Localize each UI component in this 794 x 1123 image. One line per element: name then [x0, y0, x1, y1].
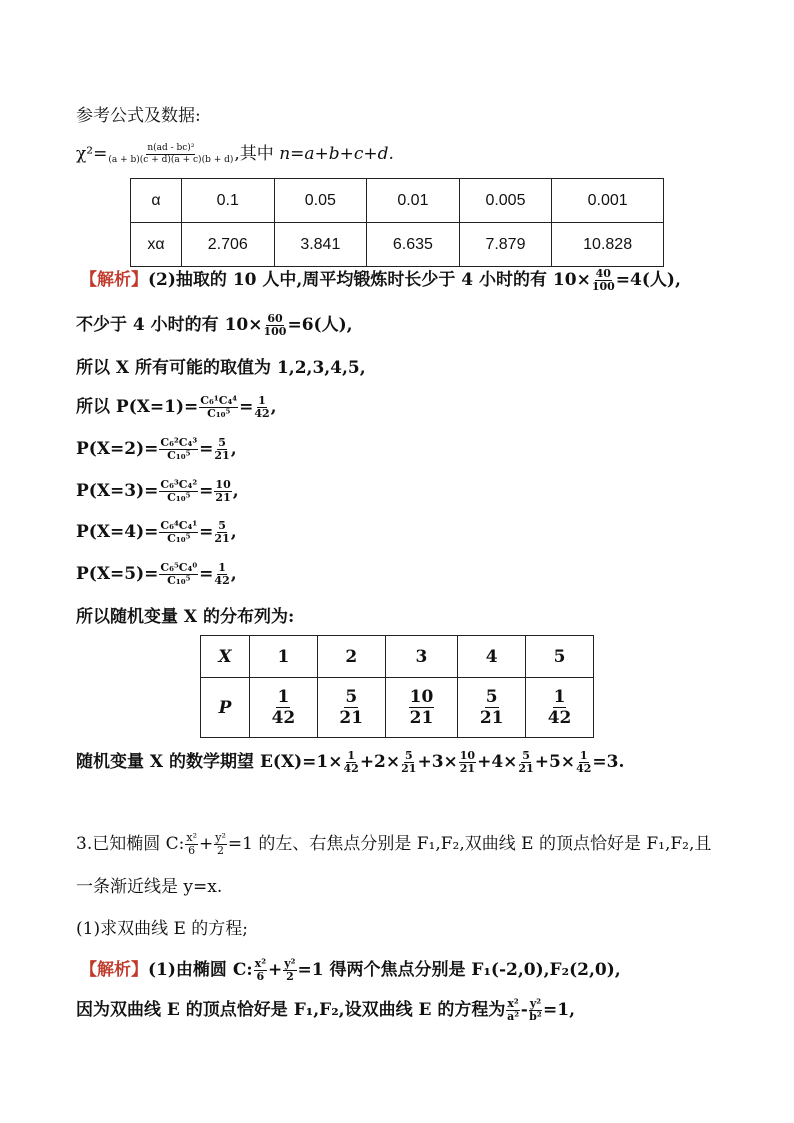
- solution-text: P(X=3)=: [76, 481, 159, 501]
- denominator: 21: [409, 708, 434, 728]
- ref-title: 参考公式及数据:: [76, 106, 201, 126]
- formula-denominator: (a + b)(c + d)(a + c)(b + d): [108, 155, 234, 165]
- numerator: C₆⁴C₄¹: [160, 519, 198, 532]
- denominator: 21: [214, 449, 230, 462]
- table-cell: 2: [317, 636, 385, 678]
- solution2-line-1: [80, 958, 621, 983]
- fraction: [214, 437, 229, 462]
- table-cell: 0.1: [182, 179, 275, 223]
- probability-line-1: 所以 P(X=1)= $\frac{\text{C₆¹C₄⁴}}{\text{C₁₀⁵}}$ = $\frac{1}{42}$ ,: [76, 394, 277, 420]
- table-cell: [201, 636, 250, 678]
- expectation-line: [76, 750, 624, 775]
- numerator: y²: [284, 957, 296, 970]
- table-cell: 5: [526, 636, 594, 678]
- numerator: 10: [215, 478, 231, 491]
- denominator: 2: [286, 970, 294, 983]
- critical-value-table: [130, 178, 664, 267]
- formula-lhs: χ²=: [76, 144, 108, 164]
- question-3-line-2: 一条渐近线是 y=x.: [76, 877, 223, 897]
- solution-text: 不少于 4 小时的有 10×: [76, 315, 263, 335]
- denominator: 21: [401, 762, 417, 775]
- solution-text: (2)抽取的 10 人中,周平均锻炼时长少于 4 小时的有 10×: [148, 270, 591, 290]
- solution2-line-2: [76, 998, 575, 1023]
- formula-numerator: n(ad - bc)²: [147, 143, 195, 153]
- chi-square-formula: [76, 142, 394, 166]
- solution-text: 因为双曲线 E 的顶点恰好是 F₁,F₂,设双曲线 E 的方程为: [76, 1000, 506, 1020]
- fraction: [214, 479, 231, 504]
- distribution-table: [200, 635, 594, 738]
- table-cell: 3.841: [274, 223, 367, 267]
- numerator: 10: [409, 687, 434, 707]
- table-row: [131, 179, 664, 223]
- table-cell: 10.828: [552, 223, 664, 267]
- table-cell: 1: [250, 636, 318, 678]
- solution-text: -: [520, 1000, 528, 1020]
- fraction: [401, 750, 416, 775]
- solution-text: 所以 P(X=1)=: [76, 397, 199, 417]
- fraction: [272, 687, 296, 728]
- numerator: 1: [258, 394, 266, 407]
- table-cell: [250, 678, 318, 738]
- solution-text: +5×: [534, 752, 576, 772]
- fraction: [159, 520, 198, 545]
- denominator: 21: [459, 762, 476, 775]
- numerator: 5: [485, 687, 498, 707]
- solution-tag: 【解析】: [80, 960, 148, 980]
- table-cell: α: [131, 179, 182, 223]
- fraction: [518, 750, 533, 775]
- fraction: [214, 520, 229, 545]
- numerator: 5: [404, 749, 413, 762]
- numerator: 60: [267, 312, 283, 325]
- fraction: [339, 687, 363, 728]
- fraction: [159, 562, 198, 587]
- table-cell: [526, 678, 594, 738]
- table-cell: 2.706: [182, 223, 275, 267]
- numerator: C₆⁵C₄⁰: [160, 561, 198, 574]
- question-3-line-1: [76, 832, 711, 857]
- numerator: x²: [254, 957, 267, 970]
- solution-line-3: 所以 X 所有可能的取值为 1,2,3,4,5,: [76, 358, 366, 378]
- table-cell: 3: [385, 636, 458, 678]
- denominator: 42: [214, 574, 230, 587]
- question-text: 3.已知椭圆 C:: [76, 834, 185, 854]
- denominator: C₁₀⁵: [167, 491, 191, 504]
- table-row: [201, 678, 594, 738]
- table-cell: [317, 678, 385, 738]
- numerator: y²: [529, 997, 542, 1010]
- probability-line-3: P(X=3)= $\frac{\text{C₆³C₄²}}{\text{C₁₀⁵}}$ = $\frac{10}{21}$ ,: [76, 478, 239, 504]
- numerator: 10: [459, 749, 476, 762]
- fraction: [459, 750, 476, 775]
- fraction: [159, 437, 198, 462]
- table-cell: 7.879: [459, 223, 552, 267]
- numerator: 40: [595, 267, 611, 280]
- table-cell-text: X: [218, 646, 232, 667]
- denominator: 42: [343, 762, 359, 775]
- fraction: [264, 313, 287, 338]
- fraction: [592, 268, 615, 293]
- numerator: 1: [347, 749, 355, 762]
- numerator: 5: [218, 519, 226, 532]
- solution-text: =4(人),: [615, 270, 681, 290]
- denominator: a²: [507, 1010, 520, 1023]
- probability-line-2: P(X=2)= $\frac{\text{C₆²C₄³}}{\text{C₁₀⁵}}$ = $\frac{5}{21}$ ,: [76, 436, 237, 462]
- denominator: 21: [214, 532, 230, 545]
- denominator: C₁₀⁵: [167, 532, 191, 545]
- fraction: [548, 687, 572, 728]
- table-cell: [458, 678, 526, 738]
- fraction: [576, 750, 591, 775]
- numerator: 1: [579, 749, 588, 762]
- probability-line-5: P(X=5)= $\frac{\text{C₆⁵C₄⁰}}{\text{C₁₀⁵}}$ = $\frac{1}{42}$ ,: [76, 561, 237, 587]
- fraction: [283, 958, 296, 983]
- numerator: 1: [277, 687, 290, 707]
- table-cell: 0.05: [274, 179, 367, 223]
- table-row: [201, 636, 594, 678]
- solution-text: P(X=5)=: [76, 564, 159, 584]
- denominator: 21: [339, 708, 364, 728]
- denominator: 2: [217, 844, 225, 857]
- denominator: 42: [254, 407, 270, 420]
- table-cell-text: P: [218, 697, 232, 718]
- fraction: [214, 562, 229, 587]
- table-cell: 4: [458, 636, 526, 678]
- numerator: 1: [218, 561, 226, 574]
- table-cell: xα: [131, 223, 182, 267]
- denominator: 21: [479, 708, 504, 728]
- denominator: 6: [188, 844, 196, 857]
- numerator: C₆²C₄³: [160, 436, 198, 449]
- question-text: =1 的左、右焦点分别是 F₁,F₂,双曲线 E 的顶点恰好是 F₁,F₂,且: [227, 834, 712, 854]
- fraction: [529, 998, 542, 1023]
- fraction: [214, 832, 227, 857]
- table-cell: 0.001: [552, 179, 664, 223]
- numerator: 5: [345, 687, 358, 707]
- solution-text: +: [268, 960, 283, 980]
- solution-text: P(X=2)=: [76, 439, 159, 459]
- solution-text: =1,: [543, 1000, 576, 1020]
- denominator: b²: [529, 1010, 542, 1023]
- denominator: 42: [547, 708, 572, 728]
- solution-text: (1)由椭圆 C:: [148, 960, 253, 980]
- denominator: 100: [263, 325, 287, 338]
- denominator: C₁₀⁵: [167, 449, 191, 462]
- fraction: [159, 479, 198, 504]
- denominator: 42: [271, 708, 296, 728]
- solution-text: =6(人),: [287, 315, 353, 335]
- fraction: [254, 395, 269, 420]
- probability-line-4: P(X=4)= $\frac{\text{C₆⁴C₄¹}}{\text{C₁₀⁵}}$ = $\frac{5}{21}$ ,: [76, 519, 237, 545]
- formula-tail-expr: n=a+b+c+d.: [279, 144, 394, 164]
- fraction: [480, 687, 504, 728]
- solution-line-1: [80, 268, 681, 293]
- solution-text: +3×: [417, 752, 458, 772]
- table-cell: 6.635: [367, 223, 460, 267]
- distribution-title: 所以随机变量 X 的分布列为:: [76, 607, 295, 627]
- numerator: C₆¹C₄⁴: [200, 394, 238, 407]
- table-row: [131, 223, 664, 267]
- solution-text: =1 得两个焦点分别是 F₁(-2,0),F₂(2,0),: [297, 960, 621, 980]
- solution-line-2: [76, 313, 353, 338]
- fraction: [199, 395, 238, 420]
- solution-text: =3.: [592, 752, 625, 772]
- numerator: y²: [215, 831, 226, 844]
- numerator: x²: [186, 831, 197, 844]
- table-cell: [201, 678, 250, 738]
- question-3-line-3: (1)求双曲线 E 的方程;: [76, 919, 249, 939]
- formula-fraction: [108, 143, 233, 166]
- table-cell: 0.01: [367, 179, 460, 223]
- numerator: 5: [218, 436, 226, 449]
- solution-text: 随机变量 X 的数学期望 E(X)=1×: [76, 752, 343, 772]
- fraction: [185, 832, 198, 857]
- denominator: 42: [576, 762, 592, 775]
- fraction: [344, 750, 359, 775]
- solution-text: P(X=4)=: [76, 522, 159, 542]
- fraction: [506, 998, 519, 1023]
- numerator: C₆³C₄²: [160, 478, 198, 491]
- solution-tag: 【解析】: [80, 270, 148, 290]
- numerator: x²: [507, 997, 519, 1010]
- denominator: C₁₀⁵: [207, 407, 231, 420]
- denominator: 100: [591, 280, 615, 293]
- denominator: 21: [518, 762, 534, 775]
- table-cell: 0.005: [459, 179, 552, 223]
- numerator: 5: [522, 749, 530, 762]
- fraction: [409, 687, 435, 728]
- formula-tail-prefix: ,其中: [234, 144, 280, 164]
- solution-text: +4×: [477, 752, 518, 772]
- question-text: +: [198, 834, 214, 854]
- table-cell: [385, 678, 458, 738]
- solution-text: +2×: [359, 752, 401, 772]
- denominator: 21: [215, 491, 231, 504]
- numerator: 1: [553, 687, 566, 707]
- denominator: C₁₀⁵: [167, 574, 191, 587]
- fraction: [254, 958, 267, 983]
- denominator: 6: [256, 970, 265, 983]
